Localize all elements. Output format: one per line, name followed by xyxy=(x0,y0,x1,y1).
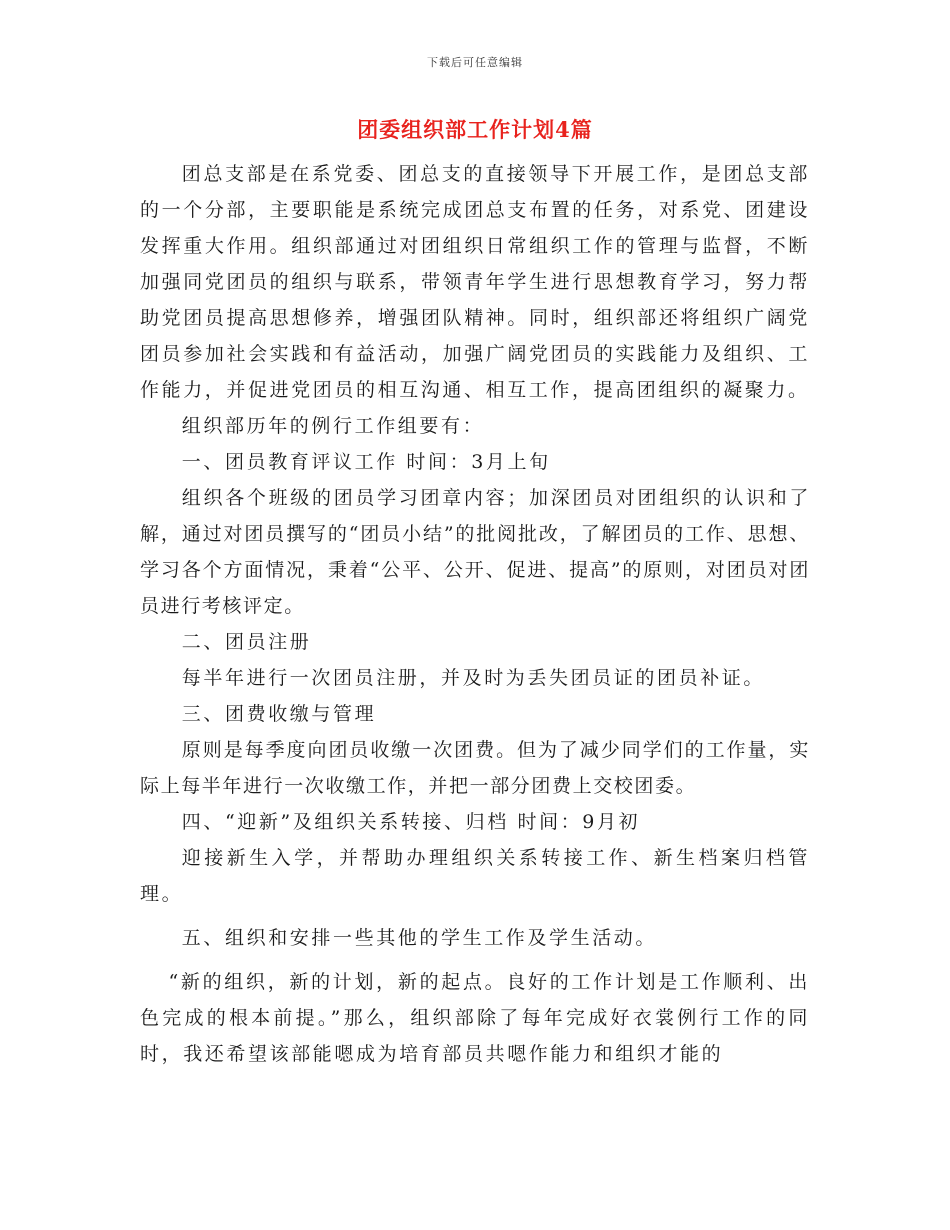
section-heading-3: 三、团费收缴与管理 xyxy=(181,703,377,725)
paragraph-section-4: 迎接新生入学，并帮助办理组织关系转接工作、新生档案归档管理。 xyxy=(140,847,810,905)
spacer xyxy=(140,956,810,964)
document-title: 团委组织部工作计划4篇 xyxy=(357,117,593,142)
paragraph-section-2: 每半年进行一次团员注册，并及时为丢失团员证的团员补证。 xyxy=(181,667,765,689)
paragraph-closing: “新的组织，新的计划，新的起点。良好的工作计划是工作顺利、出色完成的根本前提。”那么，组织部除了每年完成好衣裳例行工作的同时，我还希望该部能嗯成为培育部员共嗯作能力和组织才能的 xyxy=(140,971,810,1065)
spacer xyxy=(140,912,810,920)
paragraph-intro: 团总支部是在系党委、团总支的直接领导下开展工作，是团总支部的一个分部，主要职能是系统完成团总支布置的任务，对系党、团建设发挥重大作用。组织部通过对团组织日常组织工作的管理与监督，不断加强同党团员的组织与联系，带领青年学生进行思想教育学习，努力帮助党团员提高思想修养，增强团队精神。同时，组织部还将组织广阔党团员参加社会实践和有益活动，加强广阔党团员的实践能力及组织、工作能力，并促进党团员的相互沟通、相互工作，提高团组织的凝聚力。 xyxy=(140,163,810,401)
section-heading-4: 四、“迎新”及组织关系转接、归档 时间：9月初 xyxy=(181,811,641,833)
document-body xyxy=(140,156,810,1072)
paragraph-section-3: 原则是每季度向团员收缴一次团费。但为了减少同学们的工作量，实际上每半年进行一次收缴工作，并把一部分团费上交校团委。 xyxy=(140,739,810,797)
section-heading-2: 二、团员注册 xyxy=(181,631,312,653)
paragraph-routine-heading: 组织部历年的例行工作组要有： xyxy=(181,415,485,437)
header-note: 下载后可任意编辑 xyxy=(427,56,523,69)
section-heading-1: 一、团员教育评议工作 时间：3月上旬 xyxy=(181,451,551,473)
section-heading-5: 五、组织和安排一些其他的学生工作及学生活动。 xyxy=(181,927,657,949)
paragraph-section-1: 组织各个班级的团员学习团章内容；加深团员对团组织的认识和了解，通过对团员撰写的“团员小结”的批阅批改，了解团员的工作、思想、学习各个方面情况，秉着“公平、公开、促进、提高”的原则，对团员对团员进行考核评定。 xyxy=(140,487,810,617)
